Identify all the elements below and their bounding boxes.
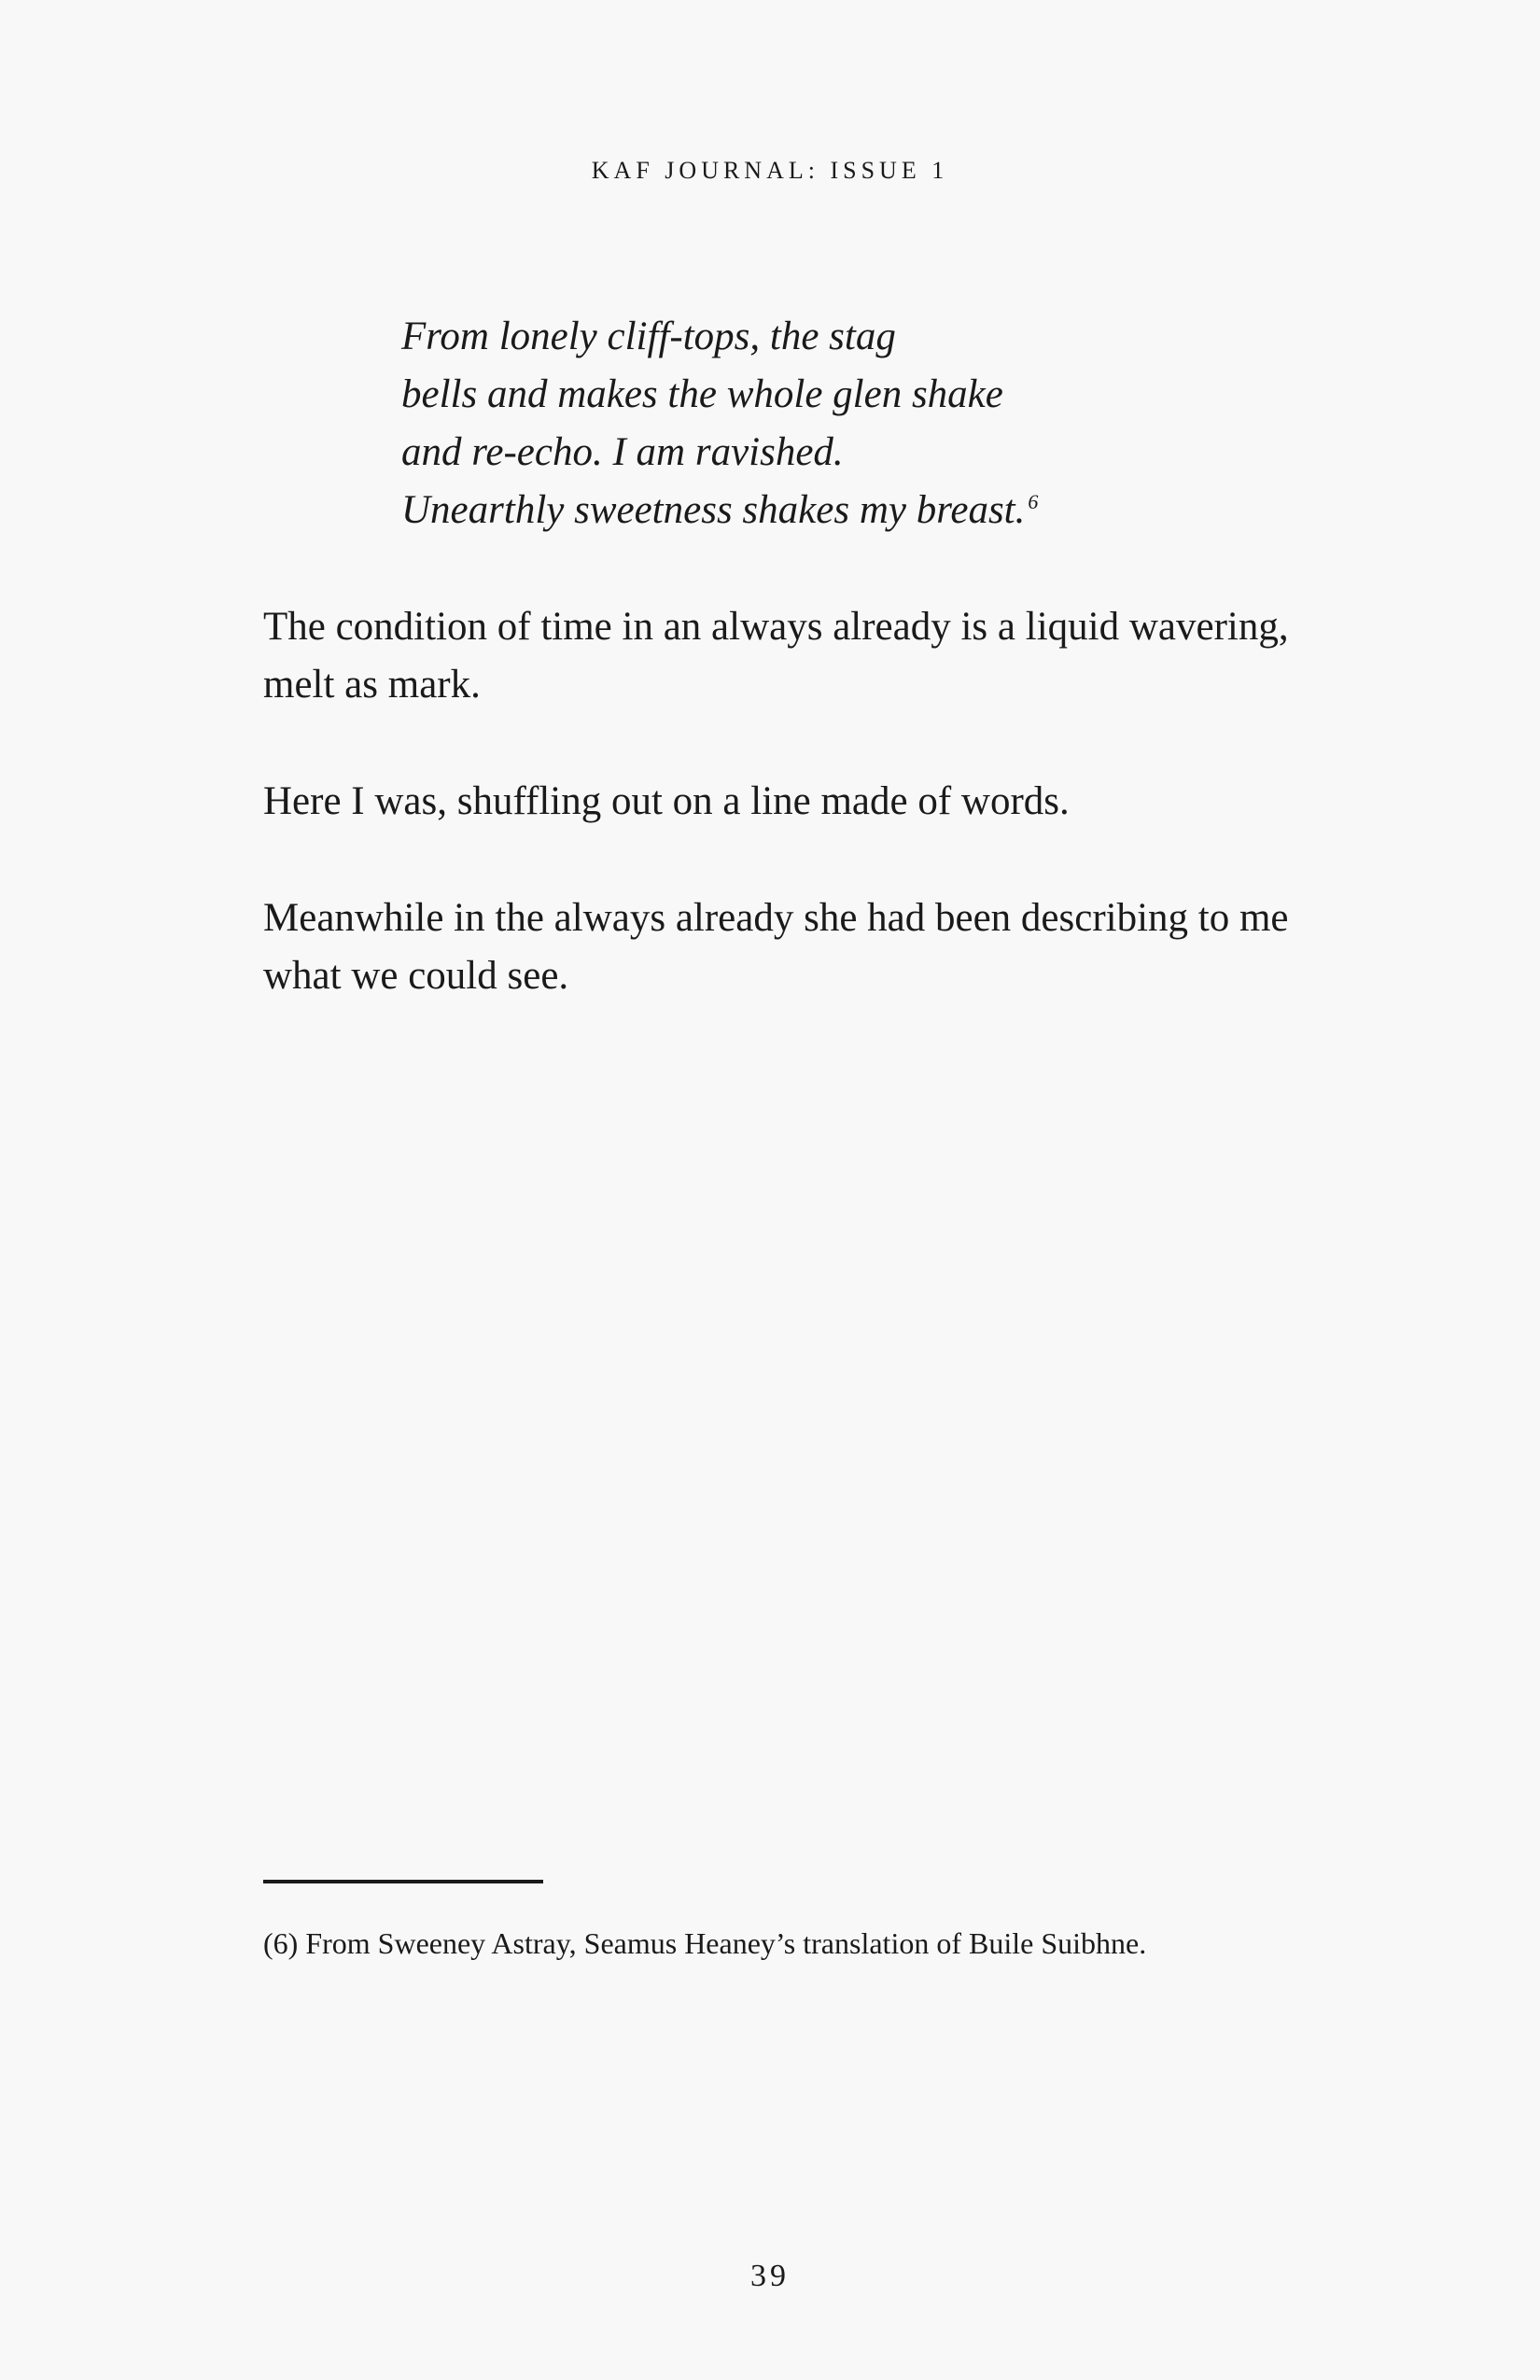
running-header xyxy=(0,157,1540,185)
footnote: (6) From Sweeney Astray, Seamus Heaney’s translation of Buile Suibhne. xyxy=(263,1926,1147,1960)
verse-line: From lonely cliff-tops, the stag xyxy=(401,315,896,358)
body-paragraph: Meanwhile in the always already she had been describing to me what we could see. xyxy=(263,896,1289,998)
page-number: 39 xyxy=(750,2259,790,2293)
footnote-divider xyxy=(263,1880,543,1883)
verse-line-last xyxy=(401,482,1038,539)
footnote-marker[interactable]: 6 xyxy=(1028,489,1039,513)
body-paragraph: Here I was, shuffling out on a line made of words. xyxy=(263,779,1070,823)
running-header-title: KAF JOURNAL: ISSUE 1 xyxy=(591,157,949,184)
body-paragraph: The condition of time in an always already is a liquid wavering, melt as mark. xyxy=(263,605,1289,707)
verse-line: and re-echo. I am ravished. xyxy=(401,430,844,474)
epigraph-verse xyxy=(401,308,1038,539)
verse-line-text: Unearthly sweetness shakes my breast. xyxy=(401,488,1026,532)
verse-line: bells and makes the whole glen shake xyxy=(401,372,1003,416)
